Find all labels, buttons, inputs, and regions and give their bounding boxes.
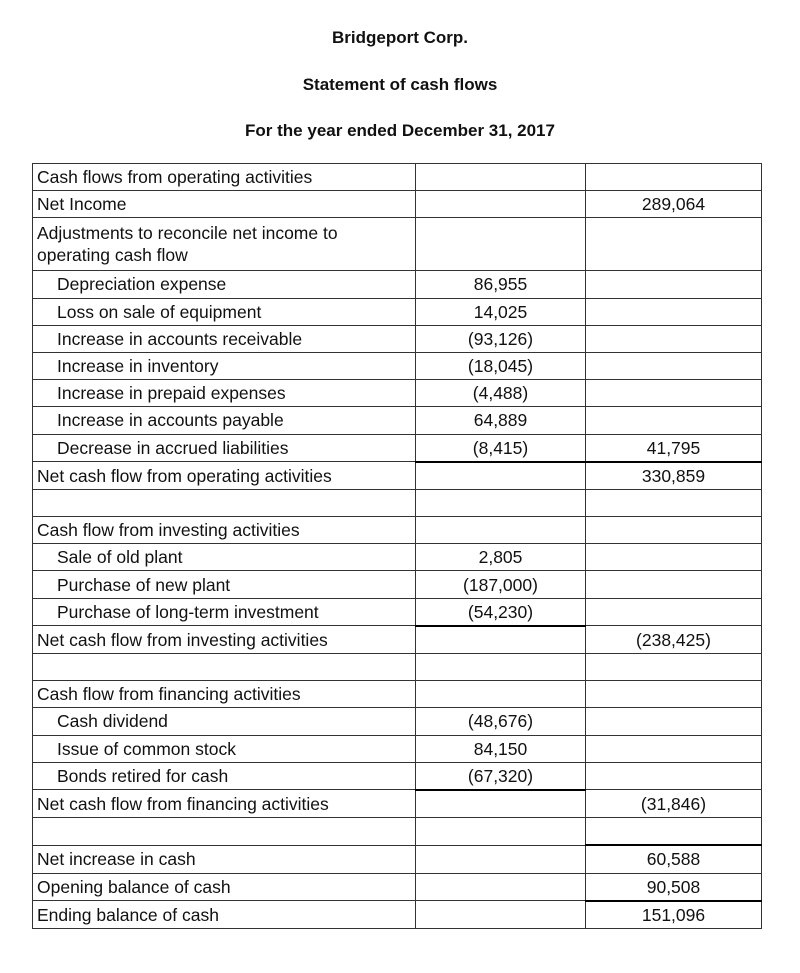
total-amount	[586, 218, 762, 271]
row-label: Decrease in accrued liabilities	[33, 434, 416, 462]
table-row	[33, 626, 762, 654]
total-amount: (31,846)	[586, 790, 762, 818]
table-row	[33, 708, 762, 735]
total-amount: 60,588	[586, 845, 762, 873]
table-row	[33, 352, 762, 379]
detail-amount	[416, 462, 586, 490]
detail-amount: (187,000)	[416, 571, 586, 598]
table-row	[33, 873, 762, 901]
detail-amount	[416, 191, 586, 218]
total-amount: 330,859	[586, 462, 762, 490]
detail-amount	[416, 845, 586, 873]
row-label: Cash flows from operating activities	[33, 164, 416, 191]
row-label	[33, 818, 416, 846]
detail-amount: (48,676)	[416, 708, 586, 735]
row-label: Cash flow from financing activities	[33, 681, 416, 708]
row-label: Cash flow from investing activities	[33, 517, 416, 544]
table-row	[33, 517, 762, 544]
table-row	[33, 462, 762, 490]
table-row	[33, 901, 762, 929]
row-label: Net increase in cash	[33, 845, 416, 873]
row-label: Purchase of long-term investment	[33, 598, 416, 626]
row-label: Net cash flow from financing activities	[33, 790, 416, 818]
total-amount	[586, 544, 762, 571]
table-row	[33, 818, 762, 846]
table-row	[33, 762, 762, 790]
detail-amount: (4,488)	[416, 380, 586, 407]
row-label: Purchase of new plant	[33, 571, 416, 598]
total-amount	[586, 489, 762, 516]
total-amount	[586, 762, 762, 790]
row-label: Cash dividend	[33, 708, 416, 735]
detail-amount	[416, 164, 586, 191]
table-row	[33, 298, 762, 325]
table-row	[33, 598, 762, 626]
table-row	[33, 654, 762, 681]
total-amount: 151,096	[586, 901, 762, 929]
total-amount	[586, 407, 762, 434]
detail-amount	[416, 790, 586, 818]
period-line: For the year ended December 31, 2017	[245, 121, 555, 140]
detail-amount: 14,025	[416, 298, 586, 325]
detail-amount: (67,320)	[416, 762, 586, 790]
detail-amount	[416, 626, 586, 654]
table-row	[33, 790, 762, 818]
detail-amount	[416, 901, 586, 929]
table-row	[33, 325, 762, 352]
row-label: Bonds retired for cash	[33, 762, 416, 790]
detail-amount: (18,045)	[416, 352, 586, 379]
row-label	[33, 654, 416, 681]
table-row	[33, 191, 762, 218]
total-amount: 90,508	[586, 873, 762, 901]
detail-amount	[416, 681, 586, 708]
table-row	[33, 380, 762, 407]
table-row	[33, 164, 762, 191]
total-amount: 289,064	[586, 191, 762, 218]
total-amount	[586, 708, 762, 735]
total-amount	[586, 517, 762, 544]
total-amount	[586, 681, 762, 708]
detail-amount	[416, 517, 586, 544]
table-row	[33, 489, 762, 516]
detail-amount: (93,126)	[416, 325, 586, 352]
row-label: Ending balance of cash	[33, 901, 416, 929]
cash-flow-table	[32, 163, 762, 929]
table-row	[33, 407, 762, 434]
total-amount	[586, 325, 762, 352]
total-amount	[586, 598, 762, 626]
total-amount	[586, 352, 762, 379]
row-label: Net cash flow from operating activities	[33, 462, 416, 490]
table-row	[33, 735, 762, 762]
table-row	[33, 845, 762, 873]
row-label: Net Income	[33, 191, 416, 218]
total-amount	[586, 298, 762, 325]
detail-amount	[416, 654, 586, 681]
row-label: Adjustments to reconcile net income to operating cash flow	[33, 218, 416, 271]
row-label	[33, 489, 416, 516]
row-label: Depreciation expense	[33, 271, 416, 298]
total-amount	[586, 818, 762, 846]
statement-title: Statement of cash flows	[302, 75, 498, 94]
total-amount	[586, 735, 762, 762]
total-amount	[586, 571, 762, 598]
table-row	[33, 681, 762, 708]
row-label: Loss on sale of equipment	[33, 298, 416, 325]
total-amount	[586, 164, 762, 191]
detail-amount: (54,230)	[416, 598, 586, 626]
table-row	[33, 571, 762, 598]
row-label: Increase in inventory	[33, 352, 416, 379]
row-label: Opening balance of cash	[33, 873, 416, 901]
detail-amount: 84,150	[416, 735, 586, 762]
row-label: Increase in prepaid expenses	[33, 380, 416, 407]
detail-amount	[416, 873, 586, 901]
detail-amount: 64,889	[416, 407, 586, 434]
table-row	[33, 434, 762, 462]
row-label: Increase in accounts receivable	[33, 325, 416, 352]
row-label: Issue of common stock	[33, 735, 416, 762]
row-label: Sale of old plant	[33, 544, 416, 571]
table-row	[33, 218, 762, 271]
detail-amount	[416, 218, 586, 271]
row-label: Increase in accounts payable	[33, 407, 416, 434]
total-amount: 41,795	[586, 434, 762, 462]
total-amount	[586, 271, 762, 298]
table-row	[33, 544, 762, 571]
total-amount	[586, 654, 762, 681]
detail-amount: 86,955	[416, 271, 586, 298]
row-label: Net cash flow from investing activities	[33, 626, 416, 654]
total-amount: (238,425)	[586, 626, 762, 654]
company-name: Bridgeport Corp.	[332, 28, 468, 47]
table-row	[33, 271, 762, 298]
detail-amount	[416, 489, 586, 516]
total-amount	[586, 380, 762, 407]
detail-amount	[416, 818, 586, 846]
detail-amount: (8,415)	[416, 434, 586, 462]
detail-amount: 2,805	[416, 544, 586, 571]
